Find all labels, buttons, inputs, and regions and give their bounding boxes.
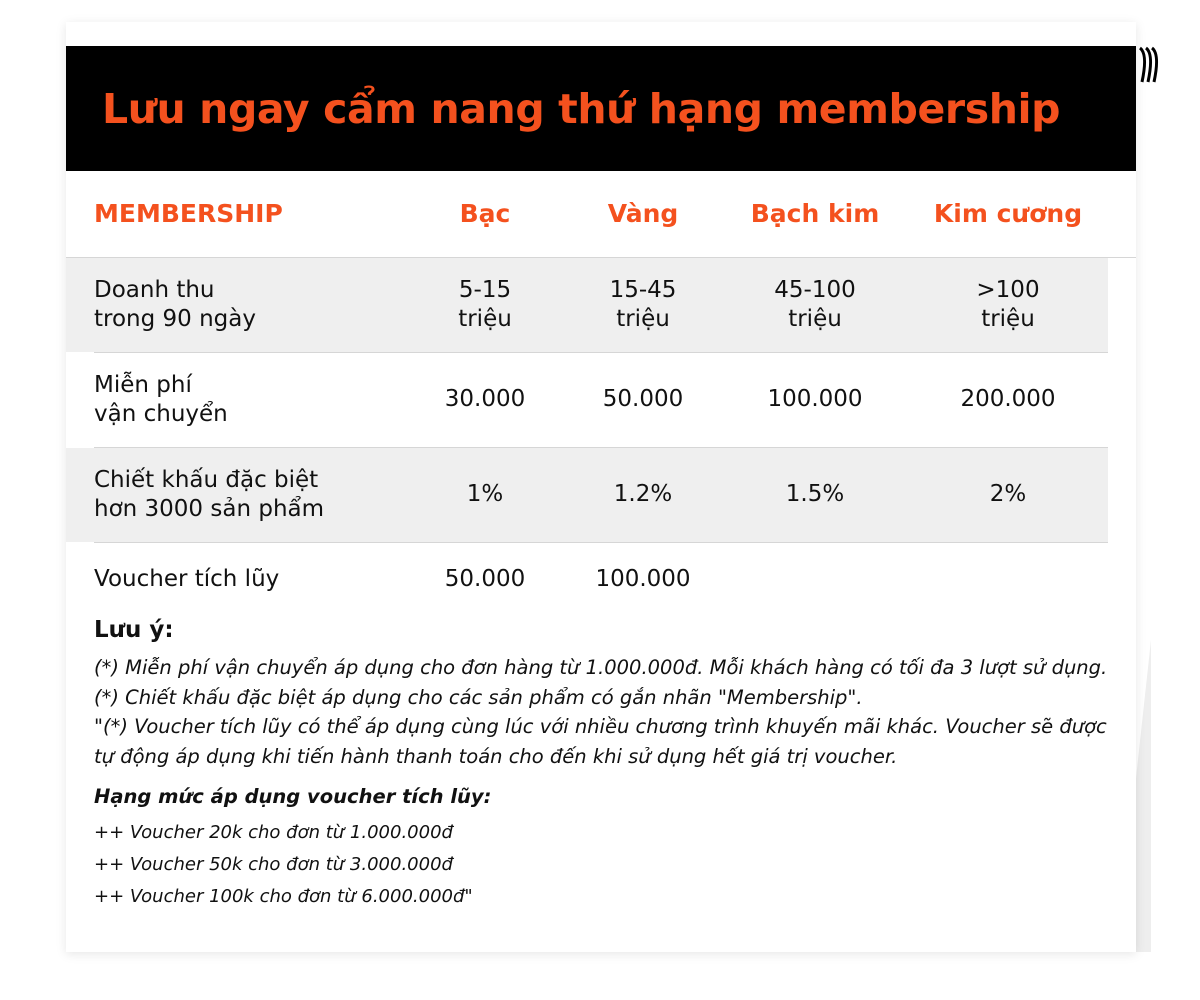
cell-revenue-kim-cuong-line1: >100 bbox=[976, 276, 1040, 303]
cell-revenue-bach-kim bbox=[722, 258, 908, 352]
cell-revenue-bac-line1: 5-15 bbox=[458, 276, 512, 303]
notepad-card bbox=[66, 22, 1136, 952]
note-line-1: (*) Miễn phí vận chuyển áp dụng cho đơn hàng từ 1.000.000đ. Mỗi khách hàng có tối đa 3 lượt sử dụng. bbox=[94, 656, 1108, 679]
cell-voucher-kim-cuong bbox=[908, 543, 1108, 617]
row-pad bbox=[1108, 448, 1136, 542]
cell-revenue-kim-cuong bbox=[908, 258, 1108, 352]
column-header-kim-cuong: Kim cương bbox=[933, 199, 1083, 228]
row-label-revenue-line2: trong 90 ngày bbox=[94, 306, 256, 332]
row-label-revenue bbox=[66, 258, 406, 352]
row-label-revenue-line1: Doanh thu bbox=[94, 276, 215, 303]
row-label-free-shipping bbox=[66, 353, 406, 447]
cell-revenue-vang bbox=[564, 258, 722, 352]
cell-revenue-vang-line2: triệu bbox=[616, 306, 670, 332]
table-row bbox=[66, 258, 1136, 352]
header-pad bbox=[1108, 171, 1136, 257]
cell-discount-kim-cuong: 2% bbox=[908, 448, 1108, 542]
note-bullet-2: ++ Voucher 50k cho đơn từ 3.000.000đ bbox=[94, 854, 453, 876]
cell-discount-bach-kim: 1.5% bbox=[722, 448, 908, 542]
cell-discount-bac: 1% bbox=[406, 448, 564, 542]
row-label-special-discount bbox=[66, 448, 406, 542]
column-header-bac: Bạc bbox=[459, 199, 511, 228]
row-pad bbox=[1108, 353, 1136, 447]
table-row bbox=[66, 543, 1136, 617]
cell-revenue-bach-kim-line1: 45-100 bbox=[774, 276, 856, 303]
cell-shipping-bach-kim: 100.000 bbox=[767, 386, 863, 413]
column-header-membership: MEMBERSHIP bbox=[94, 199, 283, 228]
row-label-voucher: Voucher tích lũy bbox=[66, 543, 406, 617]
spiral-binding-icon bbox=[132, 44, 1200, 84]
cell-voucher-bac: 50.000 bbox=[406, 543, 564, 617]
table-row bbox=[66, 353, 1136, 447]
cell-shipping-kim-cuong: 200.000 bbox=[960, 386, 1056, 413]
cell-shipping-bac: 30.000 bbox=[444, 386, 526, 413]
cell-revenue-vang-line1: 15-45 bbox=[609, 276, 677, 303]
row-label-special-discount-line2: hơn 3000 sản phẩm bbox=[94, 496, 325, 522]
note-line-2: (*) Chiết khấu đặc biệt áp dụng cho các sản phẩm có gắn nhãn "Membership". bbox=[94, 685, 863, 709]
row-pad bbox=[1108, 543, 1136, 617]
cell-revenue-bac bbox=[406, 258, 564, 352]
cell-revenue-bac-line2: triệu bbox=[458, 306, 512, 332]
cell-revenue-kim-cuong-line2: triệu bbox=[981, 306, 1035, 332]
note-line-3: "(*) Voucher tích lũy có thể áp dụng cùng lúc với nhiều chương trình khuyến mãi khác. Voucher sẽ được bbox=[94, 715, 1107, 739]
page-title: Lưu ngay cẩm nang thứ hạng membership bbox=[102, 84, 1061, 133]
note-line-4: tự động áp dụng khi tiến hành thanh toán cho đến khi sử dụng hết giá trị voucher. bbox=[94, 744, 898, 768]
cell-voucher-vang: 100.000 bbox=[564, 543, 722, 617]
cell-voucher-bach-kim bbox=[722, 543, 908, 617]
note-bullet-3: ++ Voucher 100k cho đơn từ 6.000.000đ" bbox=[94, 886, 473, 908]
cell-shipping-vang: 50.000 bbox=[602, 386, 684, 413]
note-bullet-1: ++ Voucher 20k cho đơn từ 1.000.000đ bbox=[94, 822, 453, 844]
cell-discount-vang: 1.2% bbox=[564, 448, 722, 542]
notes-subtitle: Hạng mức áp dụng voucher tích lũy: bbox=[94, 784, 492, 808]
notes-section bbox=[94, 617, 1124, 913]
table-header-row bbox=[66, 171, 1136, 257]
row-pad bbox=[1108, 258, 1136, 352]
row-label-free-shipping-line2: vận chuyển bbox=[94, 401, 228, 427]
column-header-bach-kim: Bạch kim bbox=[750, 199, 880, 228]
table-row bbox=[66, 448, 1136, 542]
membership-table bbox=[66, 171, 1136, 617]
row-label-free-shipping-line1: Miễn phí bbox=[94, 371, 192, 398]
notes-title: Lưu ý: bbox=[94, 617, 174, 643]
column-header-vang: Vàng bbox=[607, 199, 679, 228]
row-label-special-discount-line1: Chiết khấu đặc biệt bbox=[94, 466, 319, 493]
cell-revenue-bach-kim-line2: triệu bbox=[788, 306, 842, 332]
